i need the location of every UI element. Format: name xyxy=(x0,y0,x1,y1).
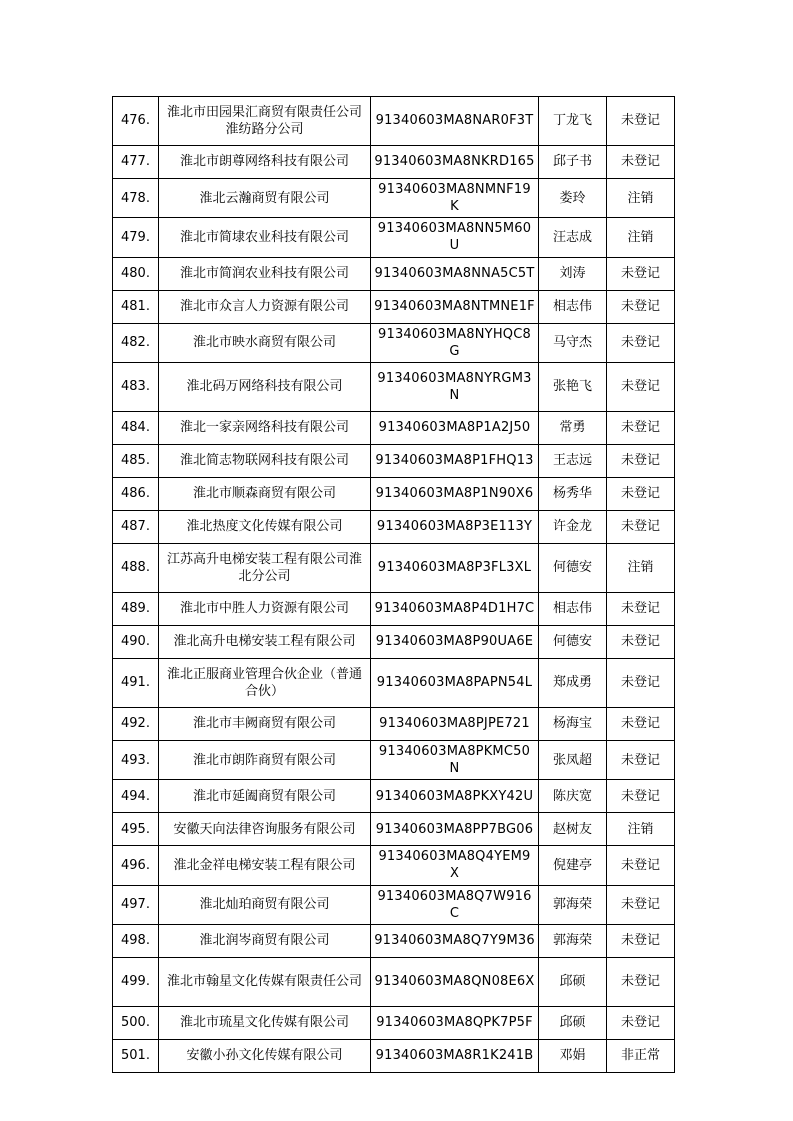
cell-company-name: 淮北灿珀商贸有限公司 xyxy=(159,885,371,924)
cell-status: 未登记 xyxy=(607,97,675,146)
cell-company-name: 淮北热度文化传媒有限公司 xyxy=(159,510,371,543)
cell-index: 485. xyxy=(113,444,159,477)
cell-credit-code: 91340603MA8PAPN54L xyxy=(371,658,539,707)
cell-status: 注销 xyxy=(607,218,675,257)
cell-index: 492. xyxy=(113,707,159,740)
cell-status: 未登记 xyxy=(607,658,675,707)
cell-legal-person: 马守杰 xyxy=(539,323,607,362)
cell-credit-code: 91340603MA8NYRGM3N xyxy=(371,362,539,411)
table-row xyxy=(113,510,675,543)
cell-legal-person: 常勇 xyxy=(539,411,607,444)
cell-legal-person: 赵树友 xyxy=(539,813,607,846)
cell-company-name: 淮北市朗阼商贸有限公司 xyxy=(159,740,371,779)
cell-status: 未登记 xyxy=(607,957,675,1006)
cell-status: 未登记 xyxy=(607,924,675,957)
cell-legal-person: 郭海荣 xyxy=(539,924,607,957)
cell-index: 488. xyxy=(113,543,159,592)
cell-company-name: 淮北高升电梯安装工程有限公司 xyxy=(159,625,371,658)
cell-status: 未登记 xyxy=(607,362,675,411)
table-row xyxy=(113,780,675,813)
cell-legal-person: 郑成勇 xyxy=(539,658,607,707)
cell-credit-code: 91340603MA8NNA5C5T xyxy=(371,257,539,290)
cell-index: 478. xyxy=(113,179,159,218)
cell-credit-code: 91340603MA8NKRD165 xyxy=(371,146,539,179)
cell-index: 486. xyxy=(113,477,159,510)
cell-status: 注销 xyxy=(607,813,675,846)
cell-legal-person: 邓娟 xyxy=(539,1039,607,1072)
cell-company-name: 淮北市简埭农业科技有限公司 xyxy=(159,218,371,257)
cell-index: 483. xyxy=(113,362,159,411)
cell-legal-person: 娄玲 xyxy=(539,179,607,218)
cell-index: 491. xyxy=(113,658,159,707)
cell-index: 497. xyxy=(113,885,159,924)
cell-legal-person: 相志伟 xyxy=(539,290,607,323)
table-row xyxy=(113,218,675,257)
cell-status: 未登记 xyxy=(607,707,675,740)
cell-index: 476. xyxy=(113,97,159,146)
table-row xyxy=(113,543,675,592)
cell-legal-person: 杨海宝 xyxy=(539,707,607,740)
cell-legal-person: 邱硕 xyxy=(539,957,607,1006)
cell-legal-person: 丁龙飞 xyxy=(539,97,607,146)
cell-status: 未登记 xyxy=(607,846,675,885)
cell-index: 477. xyxy=(113,146,159,179)
cell-index: 496. xyxy=(113,846,159,885)
table-row xyxy=(113,592,675,625)
table-row xyxy=(113,625,675,658)
cell-index: 500. xyxy=(113,1006,159,1039)
cell-legal-person: 相志伟 xyxy=(539,592,607,625)
cell-credit-code: 91340603MA8P1A2J50 xyxy=(371,411,539,444)
cell-status: 未登记 xyxy=(607,411,675,444)
cell-company-name: 安徽天向法律咨询服务有限公司 xyxy=(159,813,371,846)
cell-status: 未登记 xyxy=(607,510,675,543)
cell-status: 注销 xyxy=(607,543,675,592)
cell-status: 未登记 xyxy=(607,885,675,924)
cell-company-name: 淮北市简润农业科技有限公司 xyxy=(159,257,371,290)
table-row xyxy=(113,924,675,957)
cell-credit-code: 91340603MA8PKMC50N xyxy=(371,740,539,779)
cell-credit-code: 91340603MA8P1FHQ13 xyxy=(371,444,539,477)
cell-status: 未登记 xyxy=(607,257,675,290)
table-row xyxy=(113,1039,675,1072)
cell-status: 未登记 xyxy=(607,1006,675,1039)
table-row xyxy=(113,957,675,1006)
table-row xyxy=(113,257,675,290)
table-row xyxy=(113,477,675,510)
table-row xyxy=(113,444,675,477)
cell-status: 未登记 xyxy=(607,323,675,362)
cell-legal-person: 邱硕 xyxy=(539,1006,607,1039)
cell-legal-person: 刘涛 xyxy=(539,257,607,290)
cell-index: 479. xyxy=(113,218,159,257)
cell-company-name: 淮北市朗尊网络科技有限公司 xyxy=(159,146,371,179)
cell-credit-code: 91340603MA8Q7W916C xyxy=(371,885,539,924)
cell-company-name: 淮北市顺森商贸有限公司 xyxy=(159,477,371,510)
cell-credit-code: 91340603MA8NAR0F3T xyxy=(371,97,539,146)
cell-credit-code: 91340603MA8Q7Y9M36 xyxy=(371,924,539,957)
cell-index: 501. xyxy=(113,1039,159,1072)
cell-company-name: 淮北市中胜人力资源有限公司 xyxy=(159,592,371,625)
table-row xyxy=(113,179,675,218)
cell-company-name: 淮北市映水商贸有限公司 xyxy=(159,323,371,362)
table-row xyxy=(113,146,675,179)
table-row xyxy=(113,740,675,779)
cell-legal-person: 王志远 xyxy=(539,444,607,477)
cell-index: 487. xyxy=(113,510,159,543)
cell-credit-code: 91340603MA8P3E113Y xyxy=(371,510,539,543)
cell-company-name: 淮北简志物联网科技有限公司 xyxy=(159,444,371,477)
cell-credit-code: 91340603MA8Q4YEM9X xyxy=(371,846,539,885)
cell-legal-person: 何德安 xyxy=(539,625,607,658)
table-row xyxy=(113,411,675,444)
table-row xyxy=(113,1006,675,1039)
cell-legal-person: 许金龙 xyxy=(539,510,607,543)
cell-credit-code: 91340603MA8NYHQC8G xyxy=(371,323,539,362)
cell-credit-code: 91340603MA8P1N90X6 xyxy=(371,477,539,510)
cell-status: 非正常 xyxy=(607,1039,675,1072)
cell-company-name: 淮北一家亲网络科技有限公司 xyxy=(159,411,371,444)
cell-index: 495. xyxy=(113,813,159,846)
cell-index: 498. xyxy=(113,924,159,957)
cell-credit-code: 91340603MA8NN5M60U xyxy=(371,218,539,257)
cell-legal-person: 张艳飞 xyxy=(539,362,607,411)
cell-index: 481. xyxy=(113,290,159,323)
cell-status: 未登记 xyxy=(607,740,675,779)
cell-credit-code: 91340603MA8R1K241B xyxy=(371,1039,539,1072)
cell-status: 未登记 xyxy=(607,477,675,510)
table-row xyxy=(113,846,675,885)
table-row xyxy=(113,362,675,411)
cell-status: 未登记 xyxy=(607,625,675,658)
table-row xyxy=(113,813,675,846)
table-row xyxy=(113,707,675,740)
cell-credit-code: 91340603MA8PKXY42U xyxy=(371,780,539,813)
cell-company-name: 淮北云瀚商贸有限公司 xyxy=(159,179,371,218)
company-registry-table xyxy=(112,96,675,1073)
table-row xyxy=(113,290,675,323)
cell-credit-code: 91340603MA8QN08E6X xyxy=(371,957,539,1006)
cell-company-name: 淮北市丰阙商贸有限公司 xyxy=(159,707,371,740)
cell-company-name: 淮北正服商业管理合伙企业（普通合伙） xyxy=(159,658,371,707)
cell-company-name: 淮北市田园果汇商贸有限责任公司淮纺路分公司 xyxy=(159,97,371,146)
cell-index: 493. xyxy=(113,740,159,779)
cell-company-name: 淮北润岑商贸有限公司 xyxy=(159,924,371,957)
table-row xyxy=(113,658,675,707)
cell-credit-code: 91340603MA8QPK7P5F xyxy=(371,1006,539,1039)
cell-legal-person: 郭海荣 xyxy=(539,885,607,924)
cell-company-name: 淮北市琉星文化传媒有限公司 xyxy=(159,1006,371,1039)
table-body xyxy=(113,97,675,1073)
cell-company-name: 江苏高升电梯安装工程有限公司淮北分公司 xyxy=(159,543,371,592)
cell-company-name: 淮北市众言人力资源有限公司 xyxy=(159,290,371,323)
cell-legal-person: 张凤超 xyxy=(539,740,607,779)
cell-legal-person: 汪志成 xyxy=(539,218,607,257)
cell-index: 499. xyxy=(113,957,159,1006)
cell-credit-code: 91340603MA8PJPE721 xyxy=(371,707,539,740)
cell-credit-code: 91340603MA8P3FL3XL xyxy=(371,543,539,592)
cell-legal-person: 倪建亭 xyxy=(539,846,607,885)
cell-legal-person: 邱子书 xyxy=(539,146,607,179)
cell-index: 494. xyxy=(113,780,159,813)
table-row xyxy=(113,323,675,362)
cell-legal-person: 何德安 xyxy=(539,543,607,592)
table-row xyxy=(113,885,675,924)
cell-credit-code: 91340603MA8PP7BG06 xyxy=(371,813,539,846)
cell-index: 482. xyxy=(113,323,159,362)
cell-status: 未登记 xyxy=(607,444,675,477)
cell-legal-person: 陈庆宽 xyxy=(539,780,607,813)
cell-index: 489. xyxy=(113,592,159,625)
cell-company-name: 安徽小孙文化传媒有限公司 xyxy=(159,1039,371,1072)
cell-credit-code: 91340603MA8P90UA6E xyxy=(371,625,539,658)
cell-status: 未登记 xyxy=(607,290,675,323)
cell-status: 注销 xyxy=(607,179,675,218)
cell-index: 490. xyxy=(113,625,159,658)
cell-status: 未登记 xyxy=(607,780,675,813)
cell-credit-code: 91340603MA8NTMNE1F xyxy=(371,290,539,323)
cell-company-name: 淮北市翰星文化传媒有限责任公司 xyxy=(159,957,371,1006)
cell-status: 未登记 xyxy=(607,146,675,179)
cell-credit-code: 91340603MA8NMNF19K xyxy=(371,179,539,218)
cell-credit-code: 91340603MA8P4D1H7C xyxy=(371,592,539,625)
table-row xyxy=(113,97,675,146)
cell-index: 484. xyxy=(113,411,159,444)
cell-status: 未登记 xyxy=(607,592,675,625)
cell-legal-person: 杨秀华 xyxy=(539,477,607,510)
cell-index: 480. xyxy=(113,257,159,290)
cell-company-name: 淮北市延阖商贸有限公司 xyxy=(159,780,371,813)
cell-company-name: 淮北码万网络科技有限公司 xyxy=(159,362,371,411)
cell-company-name: 淮北金祥电梯安装工程有限公司 xyxy=(159,846,371,885)
